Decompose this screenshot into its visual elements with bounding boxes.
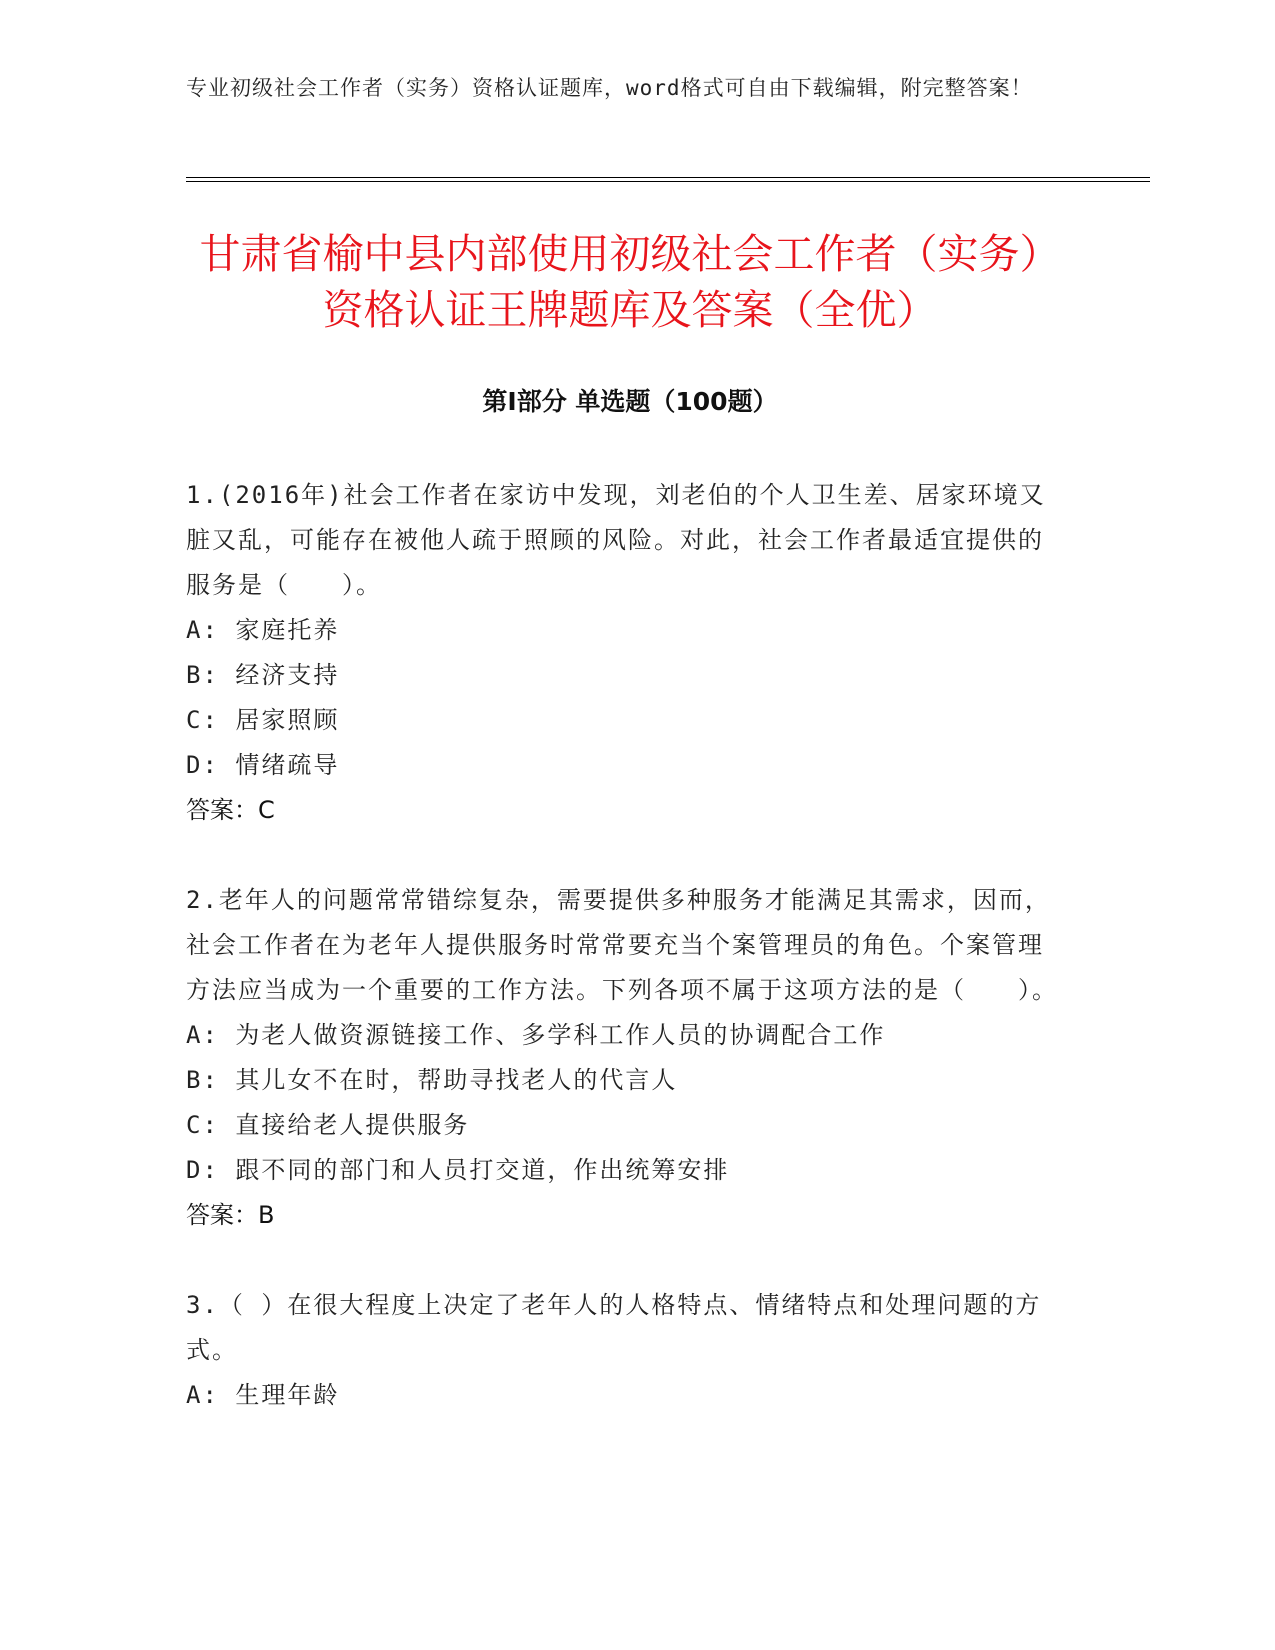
question-2 xyxy=(186,878,1066,1238)
question-stem: 3.（ ）在很大程度上决定了老年人的人格特点、情绪特点和处理问题的方式。 xyxy=(186,1291,1042,1364)
header-divider-top xyxy=(186,177,1150,178)
option-d: D: 情绪疏导 xyxy=(186,751,340,779)
option-b: B: 经济支持 xyxy=(186,661,340,689)
question-stem: 1.(2016年)社会工作者在家访中发现，刘老伯的个人卫生差、居家环境又脏又乱，可能存在被他人疏于照顾的风险。对此，社会工作者最适宜提供的服务是（ ）。 xyxy=(186,481,1046,599)
answer-line: 答案：C xyxy=(186,796,275,824)
header-divider-bottom xyxy=(186,181,1150,182)
section-title: 第Ⅰ部分 单选题（100题） xyxy=(482,387,778,416)
question-3 xyxy=(186,1283,1066,1418)
question-list xyxy=(186,473,1066,1418)
document-title: 甘肃省榆中县内部使用初级社会工作者（实务）资格认证王牌题库及答案（全优） xyxy=(199,230,1061,334)
header-note: 专业初级社会工作者（实务）资格认证题库，word格式可自由下载编辑，附完整答案！ xyxy=(186,76,1033,100)
question-1 xyxy=(186,473,1066,833)
option-c: C: 居家照顾 xyxy=(186,706,340,734)
answer-line: 答案：B xyxy=(186,1201,275,1229)
option-b: B: 其儿女不在时，帮助寻找老人的代言人 xyxy=(186,1066,678,1094)
option-a: A: 家庭托养 xyxy=(186,616,340,644)
option-a: A: 为老人做资源链接工作、多学科工作人员的协调配合工作 xyxy=(186,1021,886,1049)
question-stem: 2.老年人的问题常常错综复杂，需要提供多种服务才能满足其需求，因而，社会工作者在为老年人提供服务时常常要充当个案管理员的角色。个案管理方法应当成为一个重要的工作方法。下列各项不属于这项方法的是（ ）。 xyxy=(186,886,1058,1004)
option-d: D: 跟不同的部门和人员打交道，作出统筹安排 xyxy=(186,1156,730,1184)
option-c: C: 直接给老人提供服务 xyxy=(186,1111,470,1139)
option-a: A: 生理年龄 xyxy=(186,1381,340,1409)
